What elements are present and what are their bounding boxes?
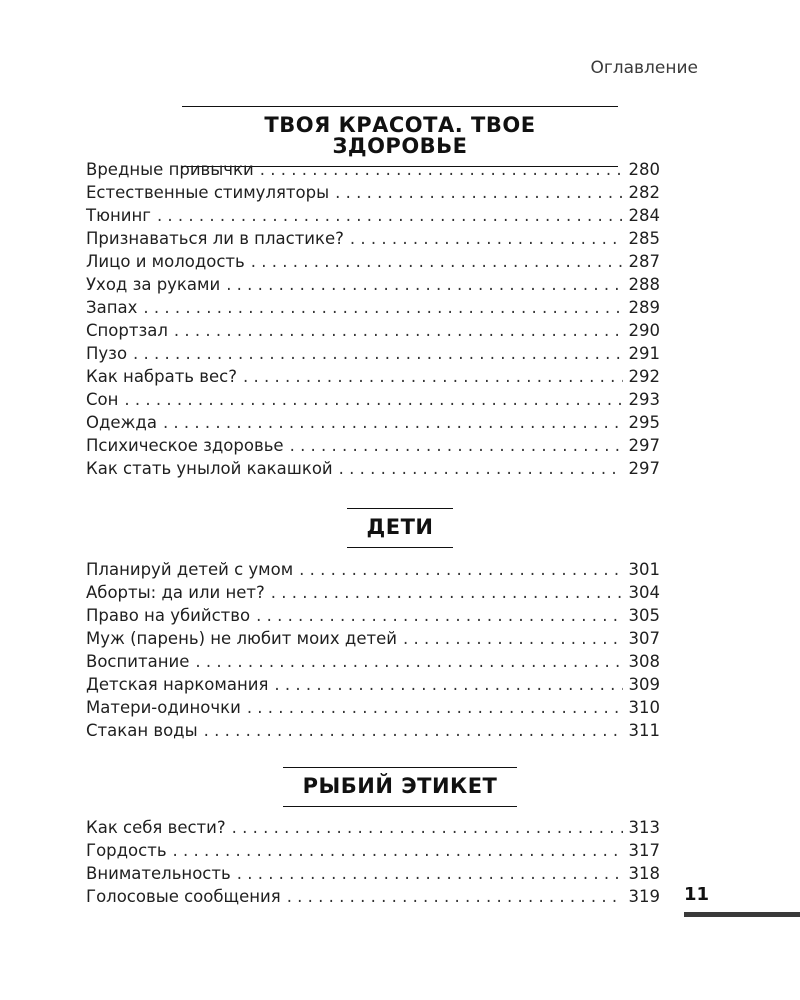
toc-entry-title: Аборты: да или нет? [86,583,265,602]
toc-entry-page: 318 [628,864,660,883]
toc-entry-title: Спортзал [86,321,168,340]
toc-entry[interactable] [86,229,660,252]
toc-entry-page: 301 [628,560,660,579]
page-number: 11 [684,884,710,905]
toc-list [86,560,660,744]
toc-entry-title: Тюнинг [86,206,151,225]
dot-leader [157,206,623,225]
toc-entry-page: 288 [628,275,660,294]
dot-leader [271,583,623,602]
toc-entry[interactable] [86,206,660,229]
toc-entry[interactable] [86,390,660,413]
section-heading-text: РЫБИЙ ЭТИКЕТ [283,767,518,807]
dot-leader [290,436,623,455]
toc-entry-page: 285 [628,229,660,248]
toc-entry-title: Одежда [86,413,157,432]
toc-entry-page: 282 [628,183,660,202]
dot-leader [226,275,622,294]
toc-entry-page: 291 [628,344,660,363]
toc-entry-page: 311 [628,721,660,740]
dot-leader [133,344,622,363]
toc-entry-title: Как набрать вес? [86,367,237,386]
toc-entry-title: Планируй детей с умом [86,560,294,579]
toc-list [86,818,660,910]
toc-entry-title: Матери-одиночки [86,698,241,717]
toc-entry-page: 290 [628,321,660,340]
toc-entry-page: 313 [628,818,660,837]
toc-entry-page: 287 [628,252,660,271]
toc-entry-title: Естественные стимуляторы [86,183,330,202]
toc-entry-title: Вредные привычки [86,160,254,179]
toc-entry[interactable] [86,459,660,482]
dot-leader [251,252,623,271]
toc-entry-page: 292 [628,367,660,386]
dot-leader [143,298,622,317]
toc-entry-title: Голосовые сообщения [86,887,281,906]
toc-entry[interactable] [86,721,660,744]
dot-leader [195,652,622,671]
section-heading-text: ДЕТИ [347,508,454,548]
toc-entry[interactable] [86,629,660,652]
section-heading [0,767,800,807]
toc-entry-title: Стакан воды [86,721,198,740]
toc-entry-title: Пузо [86,344,128,363]
toc-entry-page: 307 [628,629,660,648]
toc-entry-page: 319 [628,887,660,906]
dot-leader [243,367,623,386]
toc-entry-title: Как стать унылой какашкой [86,459,333,478]
toc-entry[interactable] [86,841,660,864]
dot-leader [260,160,623,179]
dot-leader [350,229,623,248]
page-number-bar [684,912,800,917]
toc-entry-page: 297 [628,459,660,478]
toc-entry-title: Уход за руками [86,275,221,294]
dot-leader [232,818,623,837]
toc-entry-title: Детская наркомания [86,675,269,694]
dot-leader [287,887,623,906]
toc-entry-page: 317 [628,841,660,860]
toc-entry-title: Воспитание [86,652,190,671]
dot-leader [173,841,623,860]
toc-entry-title: Сон [86,390,119,409]
toc-entry[interactable] [86,321,660,344]
toc-entry[interactable] [86,583,660,606]
dot-leader [124,390,622,409]
toc-entry[interactable] [86,652,660,675]
dot-leader [274,675,622,694]
toc-entry-page: 289 [628,298,660,317]
toc-entry-page: 310 [628,698,660,717]
toc-entry[interactable] [86,606,660,629]
toc-entry-title: Внимательность [86,864,231,883]
running-head: Оглавление [590,58,698,78]
toc-entry[interactable] [86,367,660,390]
toc-entry[interactable] [86,413,660,436]
dot-leader [163,413,623,432]
toc-entry[interactable] [86,675,660,698]
toc-entry-page: 293 [628,390,660,409]
toc-entry[interactable] [86,887,660,910]
toc-entry-title: Гордость [86,841,167,860]
toc-entry[interactable] [86,436,660,459]
dot-leader [247,698,623,717]
toc-entry-title: Право на убийство [86,606,251,625]
toc-entry-page: 284 [628,206,660,225]
toc-entry-page: 308 [628,652,660,671]
toc-entry-page: 309 [628,675,660,694]
toc-entry-page: 295 [628,413,660,432]
toc-entry-title: Психическое здоровье [86,436,284,455]
toc-entry-title: Как себя вести? [86,818,226,837]
toc-entry-title: Муж (парень) не любит моих детей [86,629,397,648]
toc-entry[interactable] [86,560,660,583]
toc-list [86,160,660,482]
toc-entry[interactable] [86,344,660,367]
dot-leader [237,864,623,883]
dot-leader [335,183,622,202]
section-heading-text: ТВОЯ КРАСОТА. ТВОЕ ЗДОРОВЬЕ [182,106,618,167]
toc-entry[interactable] [86,298,660,321]
toc-entry-title: Запах [86,298,138,317]
dot-leader [339,459,623,478]
dot-leader [403,629,623,648]
section-heading [0,106,800,167]
toc-entry-page: 297 [628,436,660,455]
toc-entry[interactable] [86,818,660,841]
toc-entry[interactable] [86,183,660,206]
toc-entry[interactable] [86,698,660,721]
section-heading [0,508,800,548]
toc-entry-title: Признаваться ли в пластике? [86,229,344,248]
toc-entry[interactable] [86,275,660,298]
dot-leader [204,721,623,740]
dot-leader [174,321,623,340]
toc-entry[interactable] [86,864,660,887]
dot-leader [299,560,622,579]
toc-entry-title: Лицо и молодость [86,252,245,271]
toc-entry-page: 280 [628,160,660,179]
toc-entry[interactable] [86,160,660,183]
toc-entry-page: 304 [628,583,660,602]
dot-leader [256,606,622,625]
toc-entry[interactable] [86,252,660,275]
toc-entry-page: 305 [628,606,660,625]
